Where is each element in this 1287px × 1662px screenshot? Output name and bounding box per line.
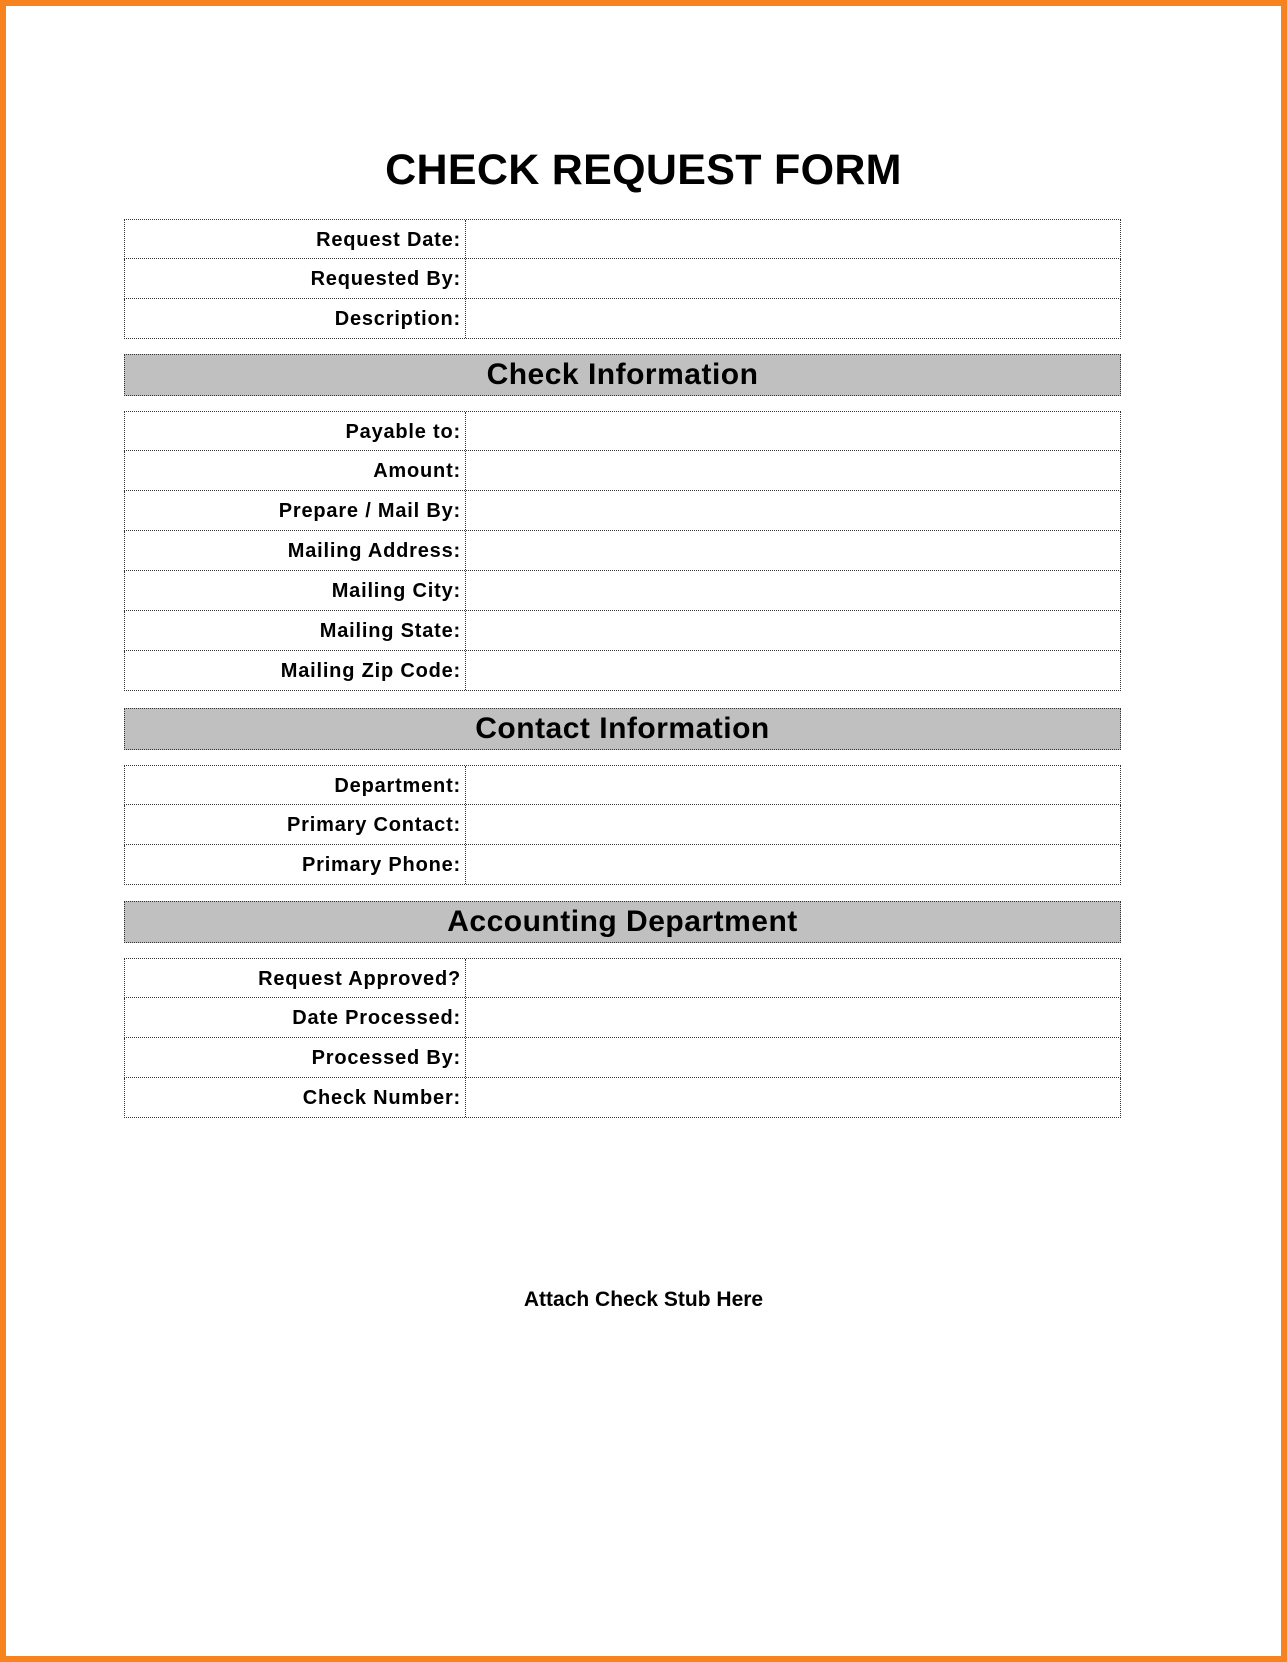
row-request-date <box>124 219 1121 259</box>
contact-information-block <box>124 765 1121 885</box>
row-primary-contact <box>124 805 1121 845</box>
field-mailing-address[interactable] <box>466 531 1120 570</box>
label-mailing-city: Mailing City: <box>125 571 466 610</box>
field-mailing-state[interactable] <box>466 611 1120 650</box>
check-information-block <box>124 411 1121 691</box>
field-payable-to[interactable] <box>466 412 1120 450</box>
label-processed-by: Processed By: <box>125 1038 466 1077</box>
field-date-processed[interactable] <box>466 998 1120 1037</box>
row-mailing-address <box>124 531 1121 571</box>
row-mailing-state <box>124 611 1121 651</box>
field-processed-by[interactable] <box>466 1038 1120 1077</box>
field-check-number[interactable] <box>466 1078 1120 1117</box>
row-department <box>124 765 1121 805</box>
row-payable-to <box>124 411 1121 451</box>
form-title: CHECK REQUEST FORM <box>385 146 902 194</box>
label-date-processed: Date Processed: <box>125 998 466 1037</box>
section-header-check-information: Check Information <box>124 354 1121 396</box>
label-requested-by: Requested By: <box>125 259 466 298</box>
field-mailing-zip-code[interactable] <box>466 651 1120 690</box>
field-description[interactable] <box>466 299 1120 338</box>
label-request-approved: Request Approved? <box>125 959 466 997</box>
label-amount: Amount: <box>125 451 466 490</box>
label-mailing-address: Mailing Address: <box>125 531 466 570</box>
row-processed-by <box>124 1038 1121 1078</box>
label-mailing-state: Mailing State: <box>125 611 466 650</box>
label-department: Department: <box>125 766 466 804</box>
row-mailing-zip-code <box>124 651 1121 691</box>
label-mailing-zip-code: Mailing Zip Code: <box>125 651 466 690</box>
label-description: Description: <box>125 299 466 338</box>
field-requested-by[interactable] <box>466 259 1120 298</box>
attach-check-stub-note: Attach Check Stub Here <box>523 1288 764 1311</box>
field-primary-phone[interactable] <box>466 845 1120 884</box>
label-request-date: Request Date: <box>125 220 466 258</box>
row-mailing-city <box>124 571 1121 611</box>
field-amount[interactable] <box>466 451 1120 490</box>
field-request-date[interactable] <box>466 220 1120 258</box>
row-date-processed <box>124 998 1121 1038</box>
row-requested-by <box>124 259 1121 299</box>
section-header-accounting-department: Accounting Department <box>124 901 1121 943</box>
section-header-contact-information: Contact Information <box>124 708 1121 750</box>
field-request-approved[interactable] <box>466 959 1120 997</box>
row-amount <box>124 451 1121 491</box>
label-primary-phone: Primary Phone: <box>125 845 466 884</box>
field-mailing-city[interactable] <box>466 571 1120 610</box>
field-prepare-mail-by[interactable] <box>466 491 1120 530</box>
row-description <box>124 299 1121 339</box>
label-prepare-mail-by: Prepare / Mail By: <box>125 491 466 530</box>
row-primary-phone <box>124 845 1121 885</box>
row-check-number <box>124 1078 1121 1118</box>
label-check-number: Check Number: <box>125 1078 466 1117</box>
label-payable-to: Payable to: <box>125 412 466 450</box>
field-primary-contact[interactable] <box>466 805 1120 844</box>
row-prepare-mail-by <box>124 491 1121 531</box>
accounting-department-block <box>124 958 1121 1118</box>
field-department[interactable] <box>466 766 1120 804</box>
label-primary-contact: Primary Contact: <box>125 805 466 844</box>
request-block <box>124 219 1121 339</box>
row-request-approved <box>124 958 1121 998</box>
